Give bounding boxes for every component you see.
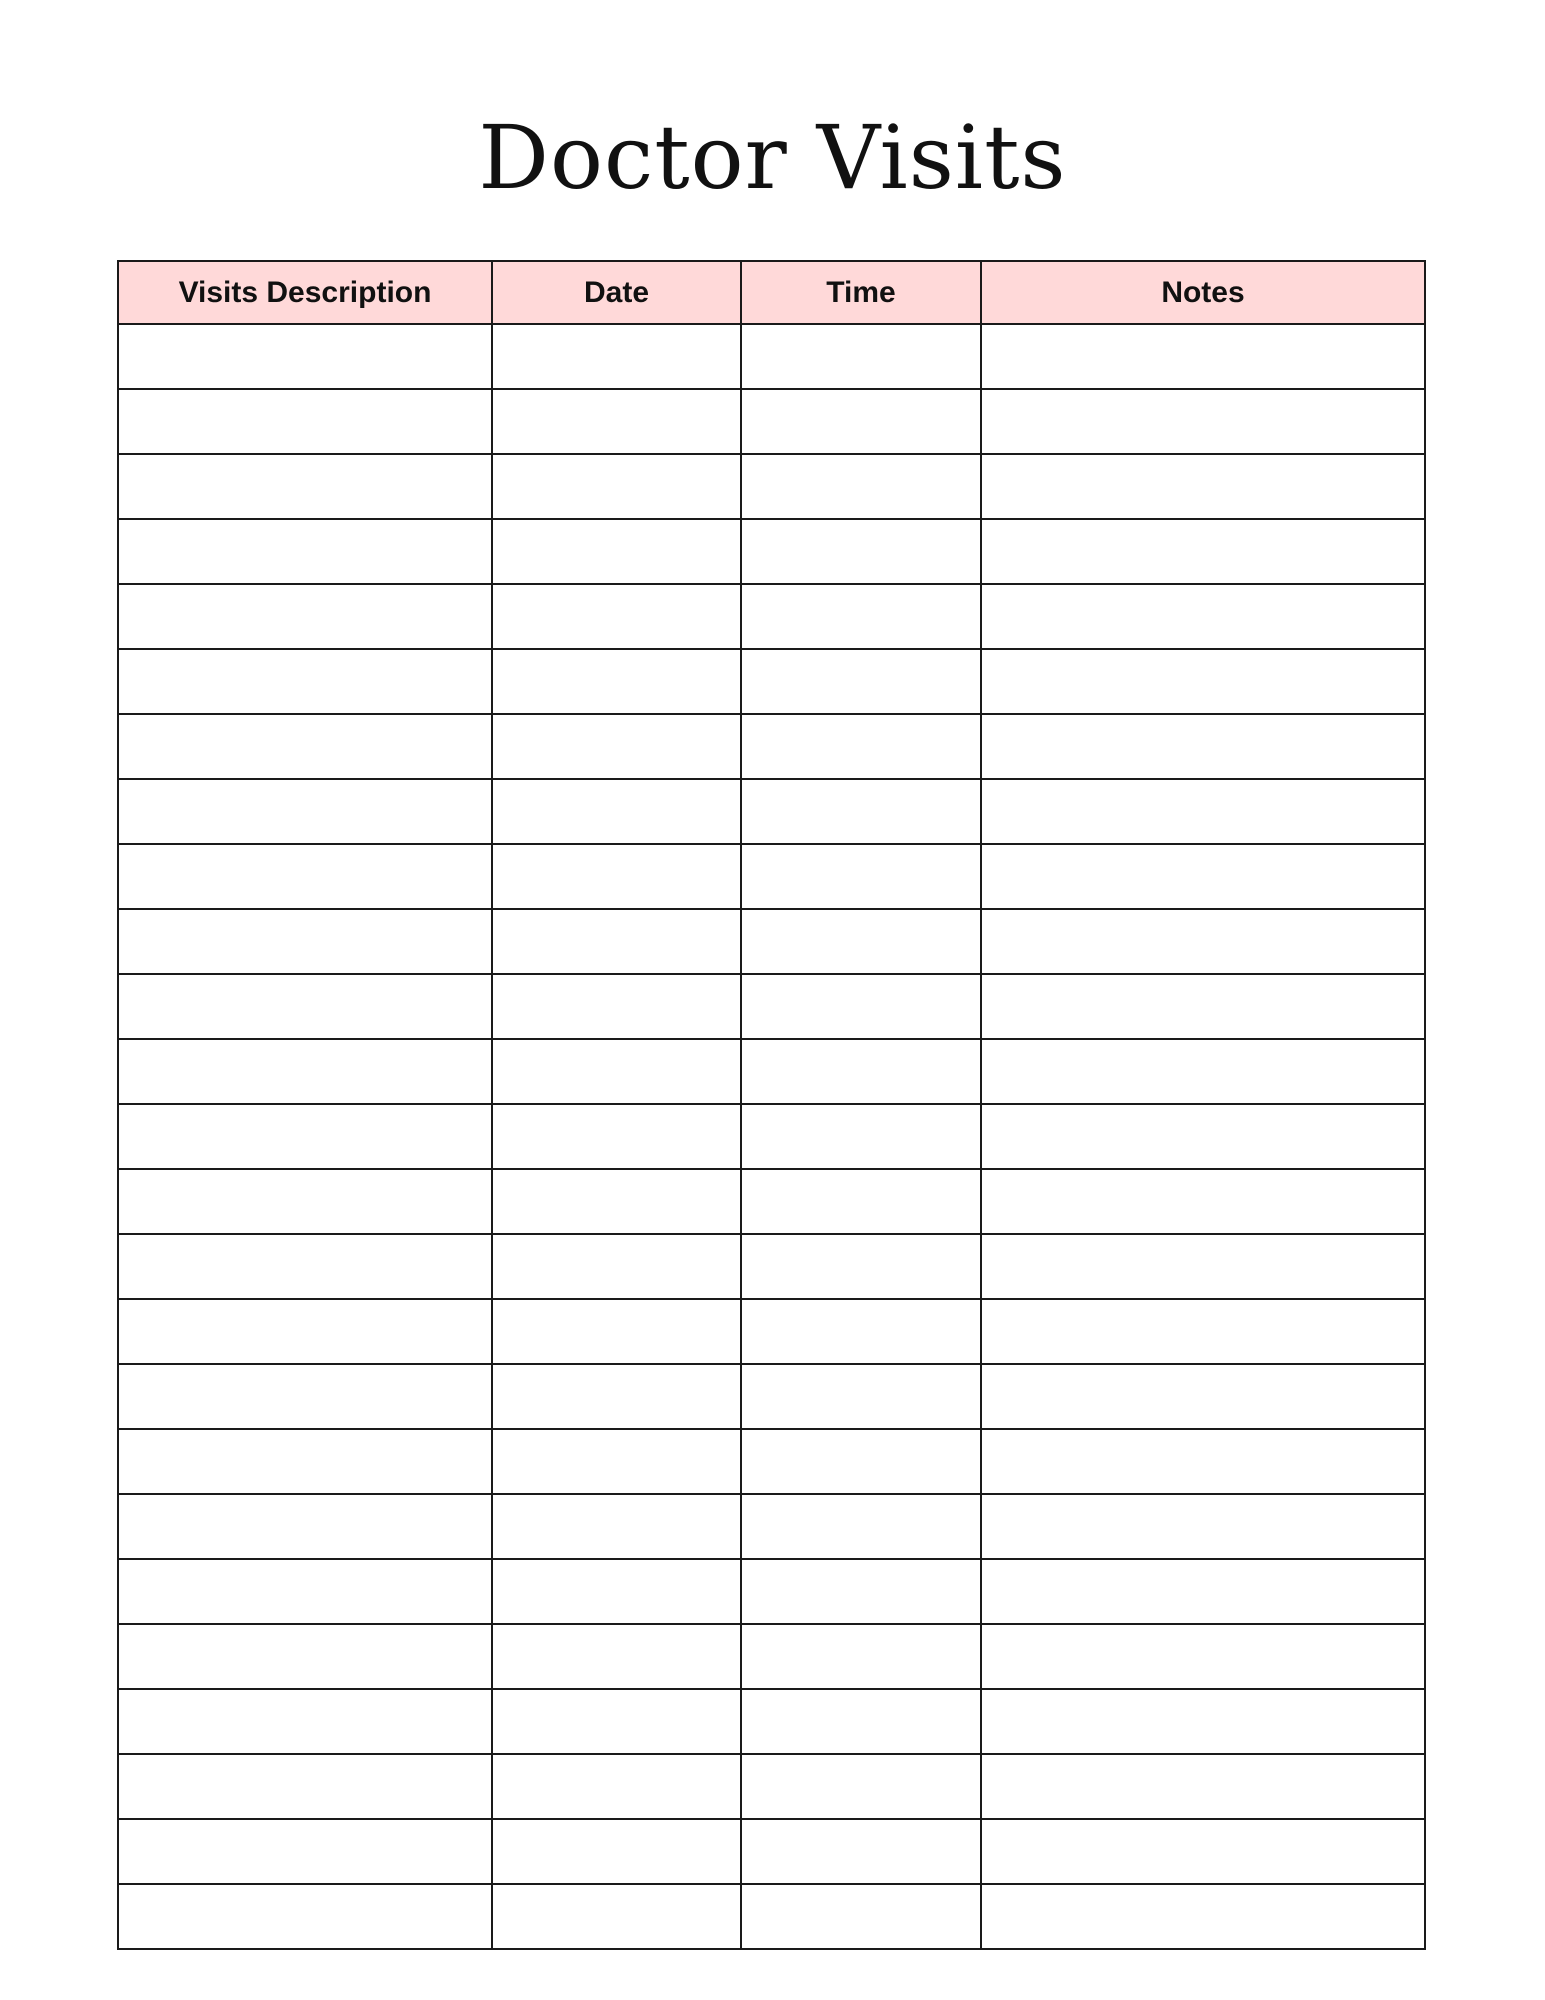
visit-description-cell[interactable] [118, 1364, 492, 1429]
time-cell[interactable] [741, 389, 981, 454]
time-cell[interactable] [741, 649, 981, 714]
time-cell[interactable] [741, 714, 981, 779]
visit-description-cell[interactable] [118, 1429, 492, 1494]
visit-description-cell[interactable] [118, 779, 492, 844]
table-row [118, 649, 1425, 714]
notes-cell[interactable] [981, 1494, 1425, 1559]
column-header-visits-description: Visits Description [118, 261, 492, 324]
date-cell[interactable] [492, 1169, 741, 1234]
time-cell[interactable] [741, 1494, 981, 1559]
time-cell[interactable] [741, 584, 981, 649]
notes-cell[interactable] [981, 584, 1425, 649]
table-row [118, 1299, 1425, 1364]
table-row [118, 1884, 1425, 1949]
date-cell[interactable] [492, 1364, 741, 1429]
date-cell[interactable] [492, 1299, 741, 1364]
table-header-row [118, 261, 1425, 324]
table-row [118, 1754, 1425, 1819]
notes-cell[interactable] [981, 324, 1425, 389]
time-cell[interactable] [741, 1364, 981, 1429]
notes-cell[interactable] [981, 1429, 1425, 1494]
table-row [118, 714, 1425, 779]
date-cell[interactable] [492, 1689, 741, 1754]
visit-description-cell[interactable] [118, 389, 492, 454]
visit-description-cell[interactable] [118, 1754, 492, 1819]
time-cell[interactable] [741, 324, 981, 389]
page-title: Doctor Visits [478, 106, 1067, 209]
date-cell[interactable] [492, 649, 741, 714]
visit-log-table [117, 260, 1426, 1950]
table-row [118, 779, 1425, 844]
visit-description-cell[interactable] [118, 1689, 492, 1754]
notes-cell[interactable] [981, 1039, 1425, 1104]
date-cell[interactable] [492, 324, 741, 389]
date-cell[interactable] [492, 1104, 741, 1169]
time-cell[interactable] [741, 1689, 981, 1754]
visit-description-cell[interactable] [118, 714, 492, 779]
visit-description-cell[interactable] [118, 649, 492, 714]
time-cell[interactable] [741, 1429, 981, 1494]
date-cell[interactable] [492, 1819, 741, 1884]
notes-cell[interactable] [981, 1234, 1425, 1299]
visit-description-cell[interactable] [118, 454, 492, 519]
table-row [118, 389, 1425, 454]
notes-cell[interactable] [981, 1104, 1425, 1169]
notes-cell[interactable] [981, 909, 1425, 974]
table-row [118, 1559, 1425, 1624]
visit-description-cell[interactable] [118, 1234, 492, 1299]
table-row [118, 1689, 1425, 1754]
date-cell[interactable] [492, 1039, 741, 1104]
notes-cell[interactable] [981, 974, 1425, 1039]
date-cell[interactable] [492, 584, 741, 649]
visit-description-cell[interactable] [118, 974, 492, 1039]
column-header-time: Time [741, 261, 981, 324]
table-row [118, 1624, 1425, 1689]
visit-description-cell[interactable] [118, 1884, 492, 1949]
date-cell[interactable] [492, 519, 741, 584]
date-cell[interactable] [492, 1494, 741, 1559]
table-row [118, 519, 1425, 584]
notes-cell[interactable] [981, 1689, 1425, 1754]
notes-cell[interactable] [981, 1624, 1425, 1689]
visit-description-cell[interactable] [118, 1624, 492, 1689]
time-cell[interactable] [741, 454, 981, 519]
date-cell[interactable] [492, 1624, 741, 1689]
visit-description-cell[interactable] [118, 1299, 492, 1364]
table-row [118, 844, 1425, 909]
time-cell[interactable] [741, 1819, 981, 1884]
date-cell[interactable] [492, 1429, 741, 1494]
notes-cell[interactable] [981, 1819, 1425, 1884]
date-cell[interactable] [492, 1884, 741, 1949]
table-row [118, 1169, 1425, 1234]
table-row [118, 909, 1425, 974]
visit-description-cell[interactable] [118, 1559, 492, 1624]
visit-description-cell[interactable] [118, 1494, 492, 1559]
visit-description-cell[interactable] [118, 1819, 492, 1884]
date-cell[interactable] [492, 1559, 741, 1624]
visit-description-cell[interactable] [118, 1039, 492, 1104]
table-row [118, 1104, 1425, 1169]
notes-cell[interactable] [981, 519, 1425, 584]
time-cell[interactable] [741, 974, 981, 1039]
time-cell[interactable] [741, 519, 981, 584]
visit-description-cell[interactable] [118, 584, 492, 649]
date-cell[interactable] [492, 714, 741, 779]
notes-cell[interactable] [981, 1169, 1425, 1234]
time-cell[interactable] [741, 1234, 981, 1299]
date-cell[interactable] [492, 389, 741, 454]
time-cell[interactable] [741, 1299, 981, 1364]
notes-cell[interactable] [981, 714, 1425, 779]
table-row [118, 1429, 1425, 1494]
visit-description-cell[interactable] [118, 324, 492, 389]
notes-cell[interactable] [981, 454, 1425, 519]
notes-cell[interactable] [981, 844, 1425, 909]
time-cell[interactable] [741, 1169, 981, 1234]
notes-cell[interactable] [981, 649, 1425, 714]
time-cell[interactable] [741, 1754, 981, 1819]
time-cell[interactable] [741, 1884, 981, 1949]
table-row [118, 1234, 1425, 1299]
column-header-date: Date [492, 261, 741, 324]
time-cell[interactable] [741, 1104, 981, 1169]
time-cell[interactable] [741, 779, 981, 844]
visit-description-cell[interactable] [118, 1104, 492, 1169]
visit-description-cell[interactable] [118, 519, 492, 584]
notes-cell[interactable] [981, 1364, 1425, 1429]
date-cell[interactable] [492, 454, 741, 519]
time-cell[interactable] [741, 844, 981, 909]
notes-cell[interactable] [981, 1754, 1425, 1819]
date-cell[interactable] [492, 1234, 741, 1299]
date-cell[interactable] [492, 1754, 741, 1819]
notes-cell[interactable] [981, 1299, 1425, 1364]
notes-cell[interactable] [981, 1884, 1425, 1949]
visit-description-cell[interactable] [118, 844, 492, 909]
table-row [118, 584, 1425, 649]
table-row [118, 324, 1425, 389]
time-cell[interactable] [741, 1624, 981, 1689]
notes-cell[interactable] [981, 389, 1425, 454]
table-row [118, 1364, 1425, 1429]
visit-description-cell[interactable] [118, 909, 492, 974]
table-row [118, 1819, 1425, 1884]
table-row [118, 1494, 1425, 1559]
table-row [118, 454, 1425, 519]
table-body [118, 324, 1425, 1949]
notes-cell[interactable] [981, 779, 1425, 844]
column-header-notes: Notes [981, 261, 1425, 324]
table-row [118, 1039, 1425, 1104]
time-cell[interactable] [741, 1559, 981, 1624]
date-cell[interactable] [492, 909, 741, 974]
table-row [118, 974, 1425, 1039]
notes-cell[interactable] [981, 1559, 1425, 1624]
time-cell[interactable] [741, 1039, 981, 1104]
date-cell[interactable] [492, 974, 741, 1039]
time-cell[interactable] [741, 909, 981, 974]
date-cell[interactable] [492, 779, 741, 844]
date-cell[interactable] [492, 844, 741, 909]
visit-description-cell[interactable] [118, 1169, 492, 1234]
